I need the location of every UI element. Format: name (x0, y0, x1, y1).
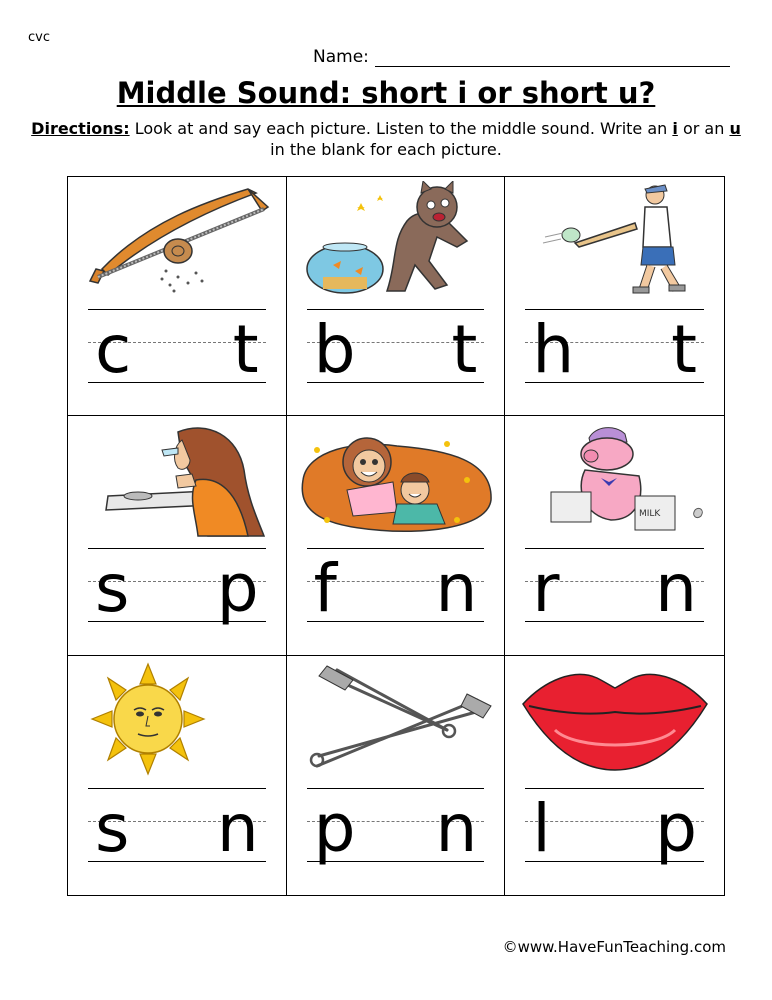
writing-line-top (307, 788, 485, 789)
word-cell-lip (505, 656, 724, 895)
last-letter: t (451, 311, 478, 388)
sipping-girl-icon (78, 420, 276, 538)
word-cell-saw (68, 177, 287, 416)
last-letter: p (216, 550, 259, 628)
last-letter: n (435, 789, 478, 867)
writing-line-top (525, 309, 704, 310)
writing-line-top (307, 309, 485, 310)
hacksaw-icon (78, 181, 276, 299)
first-letter: p (313, 789, 356, 867)
first-letter: l (532, 789, 551, 867)
last-letter: t (671, 311, 697, 388)
last-letter: t (232, 311, 259, 388)
writing-line-top (88, 788, 266, 789)
writing-line-top (88, 548, 266, 549)
first-letter: c (95, 311, 132, 388)
word-cell-sip (68, 416, 287, 655)
kids-in-leaves-icon (297, 420, 495, 538)
last-letter: n (216, 789, 259, 867)
word-grid (67, 176, 725, 896)
cat-fishbowl-icon (297, 181, 495, 299)
sun-icon (78, 660, 276, 778)
writing-line-top (307, 548, 485, 549)
batter-icon (515, 181, 713, 299)
first-letter: h (532, 311, 575, 388)
word-cell-cat (287, 177, 506, 416)
first-letter: s (95, 550, 130, 628)
safety-pins-icon (297, 660, 495, 778)
copyright-footer: ©www.HaveFunTeaching.com (502, 938, 726, 956)
directions-u: u (729, 119, 741, 138)
name-row (313, 47, 730, 67)
first-letter: f (313, 550, 337, 628)
word-cell-fun (287, 416, 506, 655)
directions-label: Directions: (31, 119, 130, 138)
writing-line-top (525, 788, 704, 789)
writing-line-top (88, 309, 266, 310)
last-letter: n (655, 550, 697, 628)
directions-i: i (672, 119, 678, 138)
name-label: Name: (313, 47, 369, 67)
first-letter: r (532, 550, 560, 628)
pig-milk-icon (515, 420, 713, 538)
writing-line-top (525, 548, 704, 549)
last-letter: p (655, 789, 697, 867)
directions-text-2: or an (677, 119, 730, 138)
directions-text-3: in the blank for each picture. (270, 140, 502, 159)
directions (30, 118, 742, 160)
first-letter: b (313, 311, 356, 388)
directions-text-1: Look at and say each picture. Listen to the middle sound. Write an (129, 119, 673, 138)
worksheet-tag: cvc (28, 30, 50, 45)
first-letter: s (95, 789, 130, 867)
name-blank[interactable] (375, 48, 730, 67)
word-cell-sun (68, 656, 287, 895)
word-cell-batter (505, 177, 724, 416)
lips-icon (515, 660, 713, 778)
svg-text:MILK: MILK (639, 509, 661, 520)
page-title: Middle Sound: short i or short u? (116, 76, 656, 110)
word-cell-run (505, 416, 724, 655)
last-letter: n (435, 550, 478, 628)
word-cell-pin (287, 656, 506, 895)
